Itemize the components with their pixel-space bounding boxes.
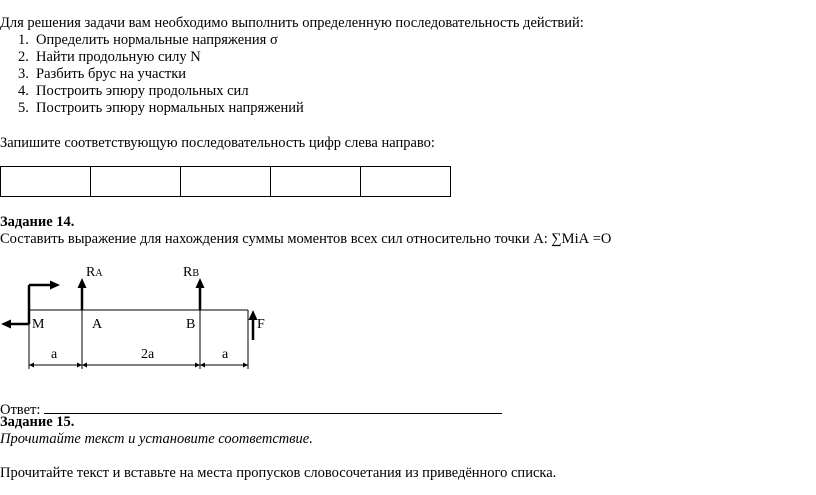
task14-text: Составить выражение для нахождения суммы моментов всех сил относительно точки А: ∑МiА =О: [0, 231, 612, 247]
task15-text: Прочитайте текст и вставьте на места пропусков словосочетания из приведённого списка.: [0, 465, 557, 481]
answer-cell[interactable]: [91, 167, 181, 197]
step-text: Построить эпюру нормальных напряжений: [36, 100, 304, 116]
label-f: F: [257, 317, 265, 332]
sequence-answer-table: [0, 166, 451, 197]
step-5: [18, 100, 304, 117]
answer-input-line[interactable]: [44, 399, 502, 414]
answer-row: [0, 399, 502, 419]
step-4: [18, 83, 249, 100]
step-number: 1.: [18, 32, 29, 48]
task15-title: Задание 15.: [0, 414, 75, 430]
answer-cell[interactable]: [361, 167, 451, 197]
label-b: B: [186, 317, 196, 332]
step-number: 2.: [18, 49, 29, 65]
intro-text: Для решения задачи вам необходимо выполнить определенную последовательность действий:: [0, 15, 584, 31]
moment-arrow-icon: [1, 281, 60, 329]
task15-subtitle: Прочитайте текст и установите соответствие.: [0, 431, 313, 447]
dimension-label: a: [222, 347, 229, 362]
step-number: 3.: [18, 66, 29, 82]
label-a: A: [92, 317, 103, 332]
step-1: [18, 32, 278, 49]
step-3: [18, 66, 186, 83]
dimension-label: a: [51, 347, 58, 362]
step-text: Найти продольную силу N: [36, 49, 201, 65]
label-rb: RB: [183, 265, 200, 280]
answer-cell[interactable]: [271, 167, 361, 197]
step-2: [18, 49, 201, 66]
label-ra: RA: [86, 265, 103, 280]
step-text: Определить нормальные напряжения σ: [36, 32, 278, 48]
task14-title: Задание 14.: [0, 214, 75, 230]
sequence-prompt: Запишите соответствующую последовательность цифр слева направо:: [0, 135, 435, 151]
step-text: Разбить брус на участки: [36, 66, 187, 82]
dimension-label: 2a: [141, 347, 155, 362]
answer-cell[interactable]: [181, 167, 271, 197]
step-number: 4.: [18, 83, 29, 99]
reaction-rb-arrow-icon: [196, 278, 205, 310]
beam-diagram: [0, 260, 300, 375]
answer-cell[interactable]: [1, 167, 91, 197]
step-text: Построить эпюру продольных сил: [36, 83, 249, 99]
reaction-ra-arrow-icon: [78, 278, 87, 310]
step-number: 5.: [18, 100, 29, 116]
label-m: M: [32, 317, 45, 332]
answer-label: Ответ:: [0, 402, 41, 418]
